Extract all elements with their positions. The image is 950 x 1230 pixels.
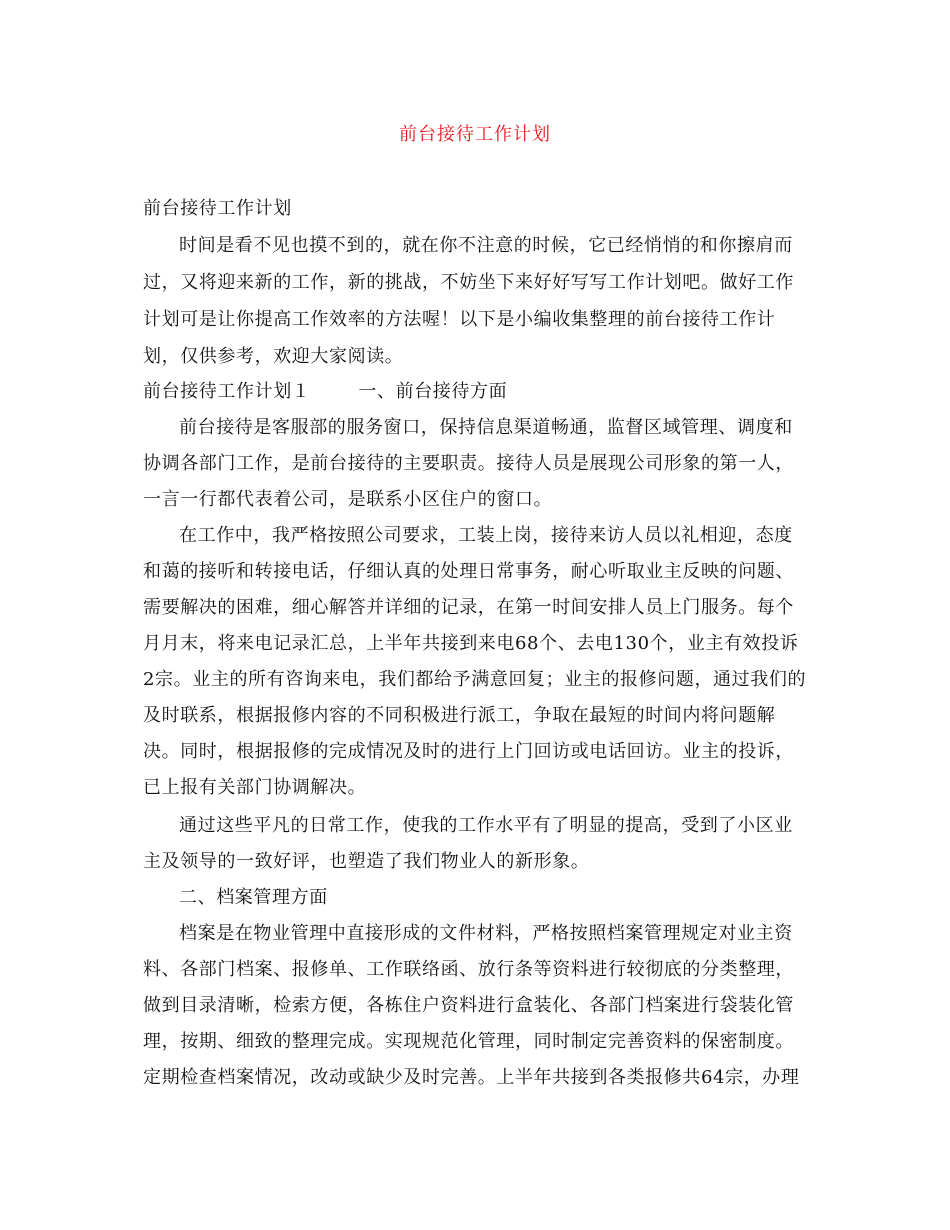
paragraph-line: 定期检查档案情况，改动或缺少及时完善。上半年共接到各类报修共64宗，办理 [143, 1067, 800, 1088]
paragraph-line: 划，仅供参考，欢迎大家阅读。 [143, 346, 404, 367]
paragraph-line: 做到目录清晰，检索方便，各栋住户资料进行盒装化、各部门档案进行袋装化管 [143, 995, 794, 1016]
plan-heading-line [143, 380, 507, 404]
paragraph-line: 过，又将迎来新的工作，新的挑战，不妨坐下来好好写写工作计划吧。做好工作 [143, 272, 794, 293]
paragraph-line: 和蔼的接听和转接电话，仔细认真的处理日常事务，耐心听取业主反映的问题、 [143, 561, 794, 582]
paragraph-line: 前台接待是客服部的服务窗口，保持信息渠道畅通，监督区域管理、调度和 [179, 417, 793, 438]
paragraph-line: 月月末，将来电记录汇总，上半年共接到来电68个、去电130个，业主有效投诉 [143, 633, 799, 654]
paragraph-line: 料、各部门档案、报修单、工作联络函、放行条等资料进行较彻底的分类整理， [143, 959, 794, 980]
paragraph-line: 主及领导的一致好评，也塑造了我们物业人的新形象。 [143, 851, 590, 872]
paragraph-line: 计划可是让你提高工作效率的方法喔！以下是小编收集整理的前台接待工作计 [143, 309, 776, 330]
paragraph-line: 2宗。业主的所有咨询来电，我们都给予满意回复；业主的报修问题，通过我们的 [143, 669, 807, 690]
paragraph-line: 及时联系，根据报修内容的不同积极进行派工，争取在最短的时间内将问题解 [143, 705, 776, 726]
paragraph-line: 协调各部门工作，是前台接待的主要职责。接待人员是展现公司形象的第一人， [143, 453, 794, 474]
paragraph-line: 一言一行都代表着公司，是联系小区住户的窗口。 [143, 489, 553, 510]
document-title: 前台接待工作计划 [399, 124, 551, 145]
paragraph-line: 时间是看不见也摸不到的，就在你不注意的时候，它已经悄悄的和你擦肩而 [179, 235, 793, 256]
paragraph-line: 理，按期、细致的整理完成。实现规范化管理，同时制定完善资料的保密制度。 [143, 1031, 794, 1052]
paragraph-line: 档案是在物业管理中直接形成的文件材料，严格按照档案管理规定对业主资 [179, 923, 793, 944]
paragraph-line: 已上报有关部门协调解决。 [143, 777, 367, 798]
paragraph-line: 决。同时，根据报修的完成情况及时的进行上门回访或电话回访。业主的投诉， [143, 741, 794, 762]
paragraph-line: 通过这些平凡的日常工作，使我的工作水平有了明显的提高，受到了小区业 [179, 815, 793, 836]
paragraph-line: 在工作中，我严格按照公司要求，工装上岗，接待来访人员以礼相迎，态度 [179, 525, 793, 546]
paragraph-line: 需要解决的困难，细心解答并详细的记录，在第一时间安排人员上门服务。每个 [143, 597, 794, 618]
subsection-heading: 二、档案管理方面 [179, 887, 328, 908]
subsection-heading: 一、前台接待方面 [358, 381, 508, 402]
plan-heading: 前台接待工作计划１ [143, 381, 311, 402]
section-heading: 前台接待工作计划 [143, 198, 292, 219]
